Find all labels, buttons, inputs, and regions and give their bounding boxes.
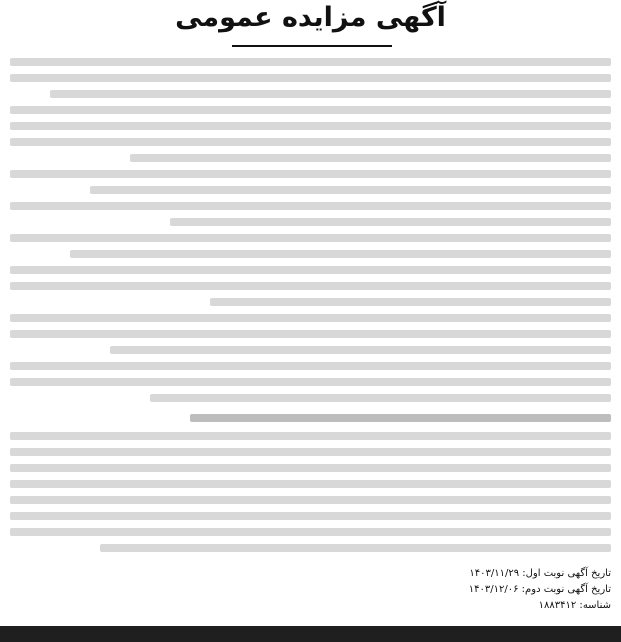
second-publication-date: ۱۴۰۳/۱۲/۰۶ xyxy=(468,584,519,595)
notice-body-placeholder xyxy=(10,54,611,564)
notice-code: شناسه: ۱۸۸۳۴۱۲ xyxy=(538,600,611,611)
text-line-placeholder xyxy=(190,414,611,422)
notice-code-value: ۱۸۸۳۴۱۲ xyxy=(538,600,577,611)
text-line-placeholder xyxy=(10,106,611,114)
text-line-placeholder xyxy=(10,378,611,386)
text-line-placeholder xyxy=(130,154,611,162)
text-line-placeholder xyxy=(10,74,611,82)
text-line-placeholder xyxy=(50,90,611,98)
text-line-placeholder xyxy=(10,266,611,274)
text-line-placeholder xyxy=(110,346,611,354)
text-line-placeholder xyxy=(10,202,611,210)
text-line-placeholder xyxy=(10,496,611,504)
second-publication: تاریخ آگهی نوبت دوم: ۱۴۰۳/۱۲/۰۶ xyxy=(468,584,611,595)
text-line-placeholder xyxy=(10,330,611,338)
footer-band xyxy=(0,626,621,642)
text-line-placeholder xyxy=(10,512,611,520)
text-line-placeholder xyxy=(10,122,611,130)
text-line-placeholder xyxy=(90,186,611,194)
text-line-placeholder xyxy=(10,58,611,66)
page-title: آگهی مزایده عمومی xyxy=(175,2,446,33)
text-line-placeholder xyxy=(170,218,611,226)
text-line-placeholder xyxy=(10,234,611,242)
text-line-placeholder xyxy=(10,170,611,178)
first-publication: تاریخ آگهی نوبت اول: ۱۴۰۳/۱۱/۲۹ xyxy=(469,568,611,579)
text-line-placeholder xyxy=(10,432,611,440)
text-line-placeholder xyxy=(210,298,611,306)
first-publication-label: تاریخ آگهی نوبت اول xyxy=(525,568,611,579)
text-line-placeholder xyxy=(10,282,611,290)
publication-dates xyxy=(469,566,611,614)
title-underline xyxy=(232,45,392,47)
first-publication-date: ۱۴۰۳/۱۱/۲۹ xyxy=(469,568,520,579)
text-line-placeholder xyxy=(150,394,611,402)
text-line-placeholder xyxy=(10,362,611,370)
text-line-placeholder xyxy=(10,464,611,472)
text-line-placeholder xyxy=(10,138,611,146)
text-line-placeholder xyxy=(10,314,611,322)
text-line-placeholder xyxy=(10,480,611,488)
text-line-placeholder xyxy=(10,528,611,536)
text-line-placeholder xyxy=(70,250,611,258)
text-line-placeholder xyxy=(10,448,611,456)
text-line-placeholder xyxy=(100,544,611,552)
second-publication-label: تاریخ آگهی نوبت دوم xyxy=(525,584,611,595)
notice-code-label: شناسه xyxy=(582,600,611,611)
